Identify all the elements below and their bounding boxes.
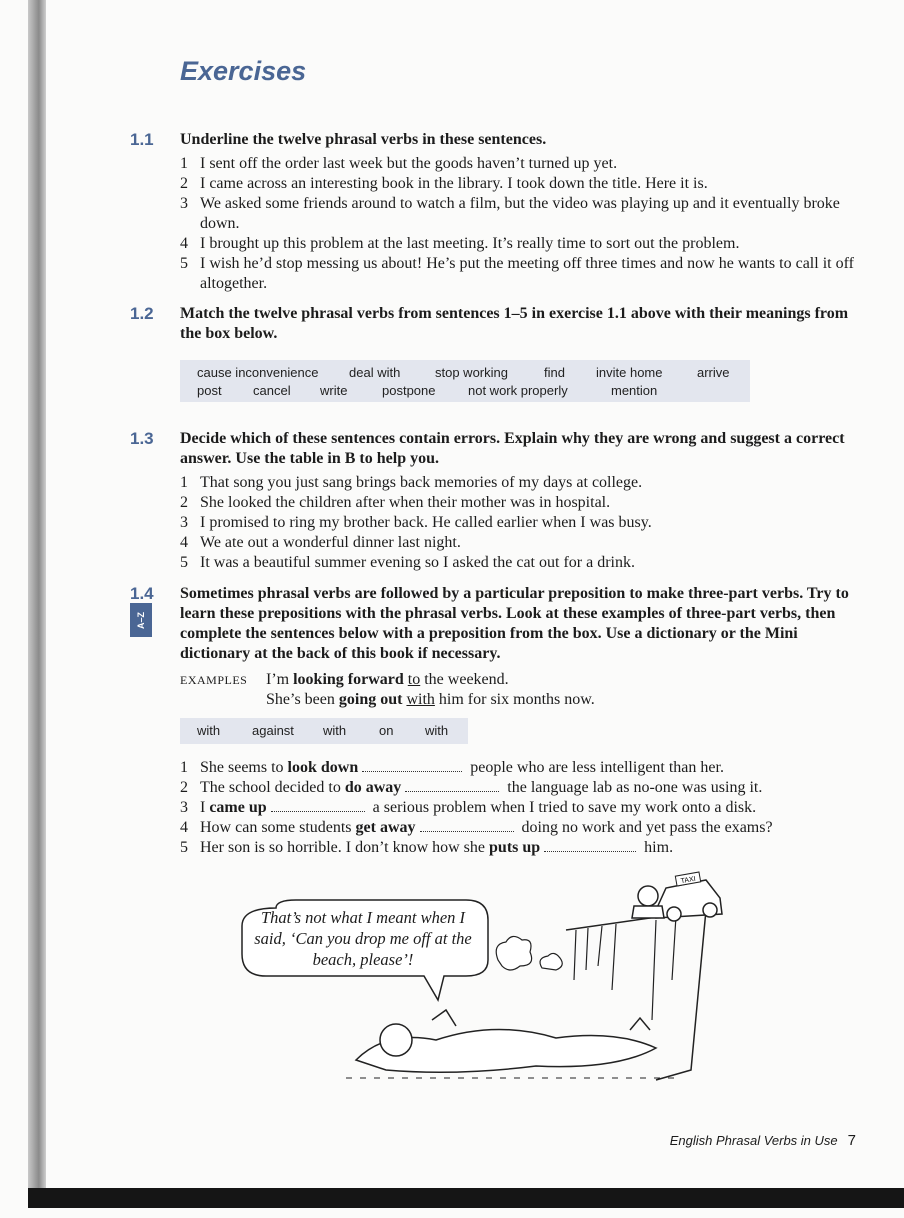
- box-word: write: [320, 383, 348, 398]
- box-word: stop working: [435, 365, 508, 380]
- example-text: the weekend.: [420, 671, 509, 688]
- list-item: 4 I brought up this problem at the last meeting. It’s really time to sort out the problem.: [180, 235, 740, 252]
- list-item: 4 We ate out a wonderful dinner last night.: [180, 534, 461, 551]
- list-item: 3 I promised to ring my brother back. He called earlier when I was busy.: [180, 514, 652, 531]
- exercise-number: 1.4: [130, 584, 154, 603]
- sentence-list: [180, 473, 860, 573]
- cartoon-illustration: [236, 870, 726, 1090]
- example-text: him for six months now.: [434, 691, 595, 708]
- a-z-dictionary-icon: A–Z: [130, 603, 152, 637]
- list-item: 4 How can some students get away doing no work and yet pass the exams?: [180, 819, 773, 836]
- example-text: I’m: [266, 671, 294, 688]
- list-item: 1 She seems to look down people who are less intelligent than her.: [180, 759, 724, 776]
- box-word: postpone: [382, 383, 436, 398]
- answer-blank[interactable]: [544, 839, 636, 852]
- dust-cloud: [540, 953, 562, 970]
- example-verb: going out: [338, 691, 403, 708]
- exercise-number: 1.1: [130, 130, 154, 149]
- example-preposition: to: [407, 671, 421, 688]
- list-item: 3 We asked some friends around to watch a film, but the video was playing up and it eventually broke down.: [180, 195, 840, 232]
- box-word: arrive: [697, 365, 730, 380]
- page-footer: [670, 1132, 856, 1149]
- box-word: find: [544, 365, 565, 380]
- exercise-number: 1.3: [130, 429, 154, 448]
- list-item: 2 I came across an interesting book in the library. I took down the title. Here it is.: [180, 175, 708, 192]
- exercise-instruction: Decide which of these sentences contain errors. Explain why they are wrong and suggest a correct answer. Use the table in B to help you.: [180, 430, 845, 467]
- list-item: 2 The school decided to do away the language lab as no-one was using it.: [180, 779, 763, 796]
- list-item: 5 I wish he’d stop messing us about! He’s put the meeting off three times and now he wants to call it off altogether.: [180, 255, 854, 292]
- dust-cloud: [496, 936, 531, 970]
- exercise-number: 1.2: [130, 304, 154, 323]
- taxi-sign: TAXI: [680, 875, 697, 886]
- box-word: with: [425, 723, 449, 738]
- speech-bubble-text: That’s not what I meant when I said, ‘Can you drop me off at the beach, please’!: [254, 908, 472, 969]
- list-item: 1 I sent off the order last week but the goods haven’t turned up yet.: [180, 155, 618, 172]
- list-item: 1 That song you just sang brings back memories of my days at college.: [180, 474, 643, 491]
- exercise-instruction: Underline the twelve phrasal verbs in these sentences.: [180, 131, 547, 148]
- book-spine-shadow: [28, 0, 46, 1200]
- list-item: 2 She looked the children after when their mother was in hospital.: [180, 494, 611, 511]
- exercise-1-4: [130, 584, 860, 710]
- box-word: invite home: [596, 365, 663, 380]
- meanings-box: [180, 360, 750, 402]
- box-word: on: [379, 723, 394, 738]
- answer-blank[interactable]: [362, 759, 462, 772]
- cliff-lines: [574, 916, 676, 1020]
- page-title: Exercises: [180, 56, 307, 86]
- list-item: 5 It was a beautiful summer evening so I asked the cat out for a drink.: [180, 554, 635, 571]
- exercise-1-3: [130, 429, 860, 573]
- examples-block: [180, 670, 860, 710]
- list-item: 3 I came up a serious problem when I tried to save my work onto a disk.: [180, 799, 757, 816]
- list-item: 5 Her son is so horrible. I don’t know how she puts up him.: [180, 839, 674, 856]
- taxi-drawing: [656, 872, 722, 921]
- answer-blank[interactable]: [405, 779, 499, 792]
- box-word: deal with: [349, 365, 401, 380]
- box-word: post: [197, 383, 222, 398]
- answer-blank[interactable]: [271, 799, 365, 812]
- box-word: with: [323, 723, 347, 738]
- example-text: She’s been: [266, 691, 339, 708]
- page-bottom-edge: [28, 1188, 904, 1208]
- fallen-passenger-drawing: [356, 1010, 656, 1072]
- box-word: with: [197, 723, 221, 738]
- exercise-instruction: Sometimes phrasal verbs are followed by a particular preposition to make three-part verbs. Try to learn these prepositions with the phrasal verbs. Look at these examples of three-part verbs, then complete the sentences below with a preposition from the box. Use a dictionary or the Mini dictionary at the back of this book if necessary.: [180, 585, 849, 662]
- exercise-1-2: [130, 304, 860, 344]
- examples-label: EXAMPLES: [180, 673, 248, 687]
- gap-fill-list: [180, 758, 860, 858]
- page-number: 7: [847, 1132, 856, 1149]
- prepositions-box: [180, 718, 468, 744]
- book-title: English Phrasal Verbs in Use: [669, 1133, 838, 1148]
- answer-blank[interactable]: [420, 819, 514, 832]
- box-word: mention: [611, 383, 658, 398]
- sentence-list: [180, 154, 860, 294]
- box-word: against: [252, 723, 294, 738]
- exercise-1-4-sentences: [130, 758, 860, 858]
- box-word: not work properly: [468, 383, 568, 398]
- exercise-instruction: Match the twelve phrasal verbs from sentences 1–5 in exercise 1.1 above with their meanings from the box below.: [180, 305, 849, 342]
- box-word: cancel: [253, 383, 291, 398]
- example-preposition: with: [406, 691, 435, 708]
- exercise-1-1: [130, 130, 860, 294]
- box-word: cause inconvenience: [197, 365, 319, 380]
- example-verb: looking forward: [293, 671, 404, 688]
